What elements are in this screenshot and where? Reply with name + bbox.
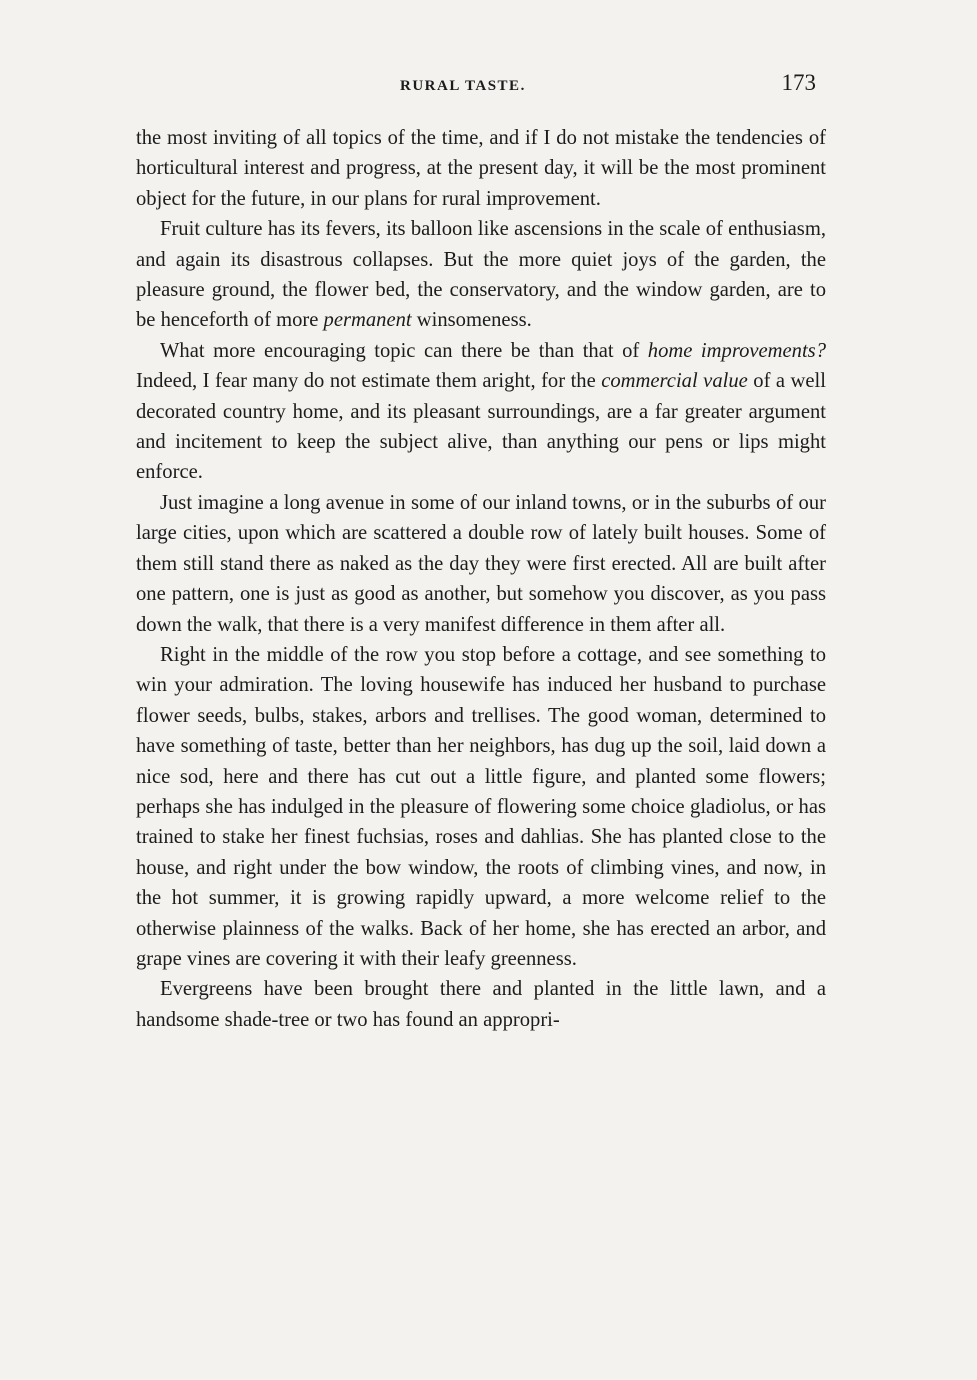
- text-run: Fruit culture has its fevers, its balloon like ascensions in the scale of enthusiasm, and again its disastrous collapses. But the more quiet joys of the garden, the pleasure ground, the flower bed, the conservatory, and the window garden, are to be henceforth of more: [136, 218, 826, 332]
- paragraph: [136, 488, 826, 640]
- page-number: 173: [781, 70, 816, 95]
- text-run: Indeed, I fear many do not estimate them aright, for the: [136, 370, 602, 393]
- paragraph: [136, 123, 826, 214]
- italic-phrase: home improvements?: [647, 339, 826, 362]
- paragraph: [136, 214, 826, 336]
- text-run: winsomeness.: [411, 309, 532, 332]
- running-head: RURAL TASTE.: [400, 78, 526, 94]
- text-run: Right in the middle of the row you stop before a cottage, and see something to win your admiration. The loving housewife has induced her husband to purchase flower seeds, bulbs, stakes, arbors and trellises. The good woman, determined to have something of taste, better than her neighbors, has dug up the soil, laid down a nice sod, here and there has cut out a little figure, and planted some flowers; perhaps she has indulged in the pleasure of flowering some choice gladiolus, or has trained to stake her finest fuchsias, roses and dahlias. She has planted close to the house, and right under the bow window, the roots of climbing vines, and now, in the hot summer, it is growing rapidly upward, a more welcome relief to the otherwise plainness of the walks. Back of her home, she has erected an arbor, and grape vines are covering it with their leafy greenness.: [136, 643, 826, 970]
- text-run: What more encouraging topic can there be than that of: [160, 339, 648, 362]
- body-text: [136, 123, 826, 1035]
- paragraph: [136, 640, 826, 974]
- italic-phrase: permanent: [323, 309, 412, 332]
- text-run: the most inviting of all topics of the time, and if I do not mistake the tendencies of horticultural interest and progress, at the present day, it will be the most prominent object for the future, in our plans for rural improvement.: [136, 127, 826, 210]
- text-run: Evergreens have been brought there and planted in the little lawn, and a handsome shade-tree or two has found an appropri-: [136, 978, 826, 1031]
- paragraph: [136, 974, 826, 1035]
- text-run: Just imagine a long avenue in some of our inland towns, or in the suburbs of our large cities, upon which are scattered a double row of lately built houses. Some of them still stand there as naked as the day they were first erected. All are built after one pattern, one is just as good as another, but somehow you discover, as you pass down the walk, that there is a very manifest difference in them after all.: [136, 491, 826, 636]
- text-run: of a well decorated country home, and its pleasant surroundings, are a far greater argument and incitement to keep the subject alive, than anything our pens or lips might enforce.: [136, 370, 826, 484]
- paragraph: [136, 336, 826, 488]
- italic-phrase: commercial value: [601, 370, 748, 393]
- page-header: [136, 70, 826, 104]
